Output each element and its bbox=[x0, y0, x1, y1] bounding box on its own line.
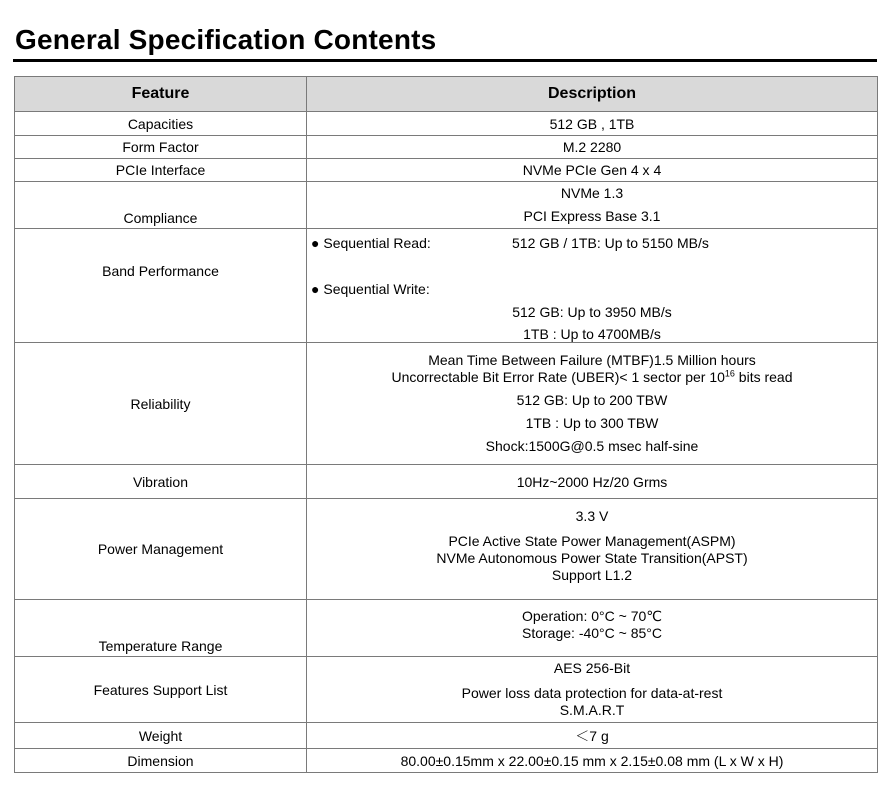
desc-pcie-interface: NVMe PCIe Gen 4 x 4 bbox=[307, 159, 878, 182]
compliance-pci-express: PCI Express Base 3.1 bbox=[523, 208, 661, 224]
feature-compliance: Compliance bbox=[15, 182, 307, 229]
uber-exponent: 16 bbox=[724, 368, 735, 379]
feature-band-performance bbox=[15, 229, 307, 343]
feature-power-management: Power Management bbox=[15, 499, 307, 600]
table-header-row bbox=[15, 77, 878, 112]
features-aes: AES 256-Bit bbox=[553, 660, 631, 676]
reliability-shock: Shock:1500G@0.5 msec half-sine bbox=[485, 438, 699, 454]
seq-write-item bbox=[311, 281, 430, 297]
seq-read-label: Sequential Read: bbox=[323, 235, 431, 251]
row-temperature-range bbox=[15, 600, 878, 657]
title-underline bbox=[13, 59, 877, 62]
temp-storage: Storage: -40°C ~ 85°C bbox=[522, 625, 662, 641]
header-feature: Feature bbox=[15, 77, 307, 112]
reliability-tbw-512gb: 512 GB: Up to 200 TBW bbox=[516, 392, 668, 408]
row-compliance bbox=[15, 182, 878, 229]
row-band-performance bbox=[15, 229, 878, 343]
desc-form-factor: M.2 2280 bbox=[307, 136, 878, 159]
row-form-factor bbox=[15, 136, 878, 159]
row-vibration bbox=[15, 465, 878, 499]
desc-compliance bbox=[307, 182, 878, 229]
power-support-l12: Support L1.2 bbox=[551, 567, 633, 583]
feature-weight: Weight bbox=[15, 723, 307, 749]
header-description: Description bbox=[307, 77, 878, 112]
seq-read-item bbox=[311, 235, 431, 251]
band-performance-label: Band Performance bbox=[102, 263, 219, 279]
desc-weight: ＜7 g bbox=[307, 723, 878, 749]
bullet-icon: ● bbox=[311, 235, 320, 251]
desc-dimension: 80.00±0.15mm x 22.00±0.15 mm x 2.15±0.08 mm (L x W x H) bbox=[307, 749, 878, 773]
desc-features-support bbox=[307, 657, 878, 723]
features-smart: S.M.A.R.T bbox=[559, 702, 625, 718]
feature-features-support: Features Support List bbox=[15, 657, 307, 723]
spec-table bbox=[14, 76, 878, 773]
feature-dimension: Dimension bbox=[15, 749, 307, 773]
desc-band-performance bbox=[307, 229, 878, 343]
desc-capacities: 512 GB , 1TB bbox=[307, 112, 878, 136]
feature-pcie-interface: PCIe Interface bbox=[15, 159, 307, 182]
row-features-support bbox=[15, 657, 878, 723]
row-weight bbox=[15, 723, 878, 749]
reliability-mtbf: Mean Time Between Failure (MTBF)1.5 Million hours bbox=[428, 352, 756, 368]
feature-temperature-range: Temperature Range bbox=[15, 600, 307, 657]
uber-prefix: Uncorrectable Bit Error Rate (UBER)< 1 sector per 10 bbox=[391, 369, 725, 385]
page-title: General Specification Contents bbox=[15, 24, 437, 55]
features-power-loss: Power loss data protection for data-at-rest bbox=[461, 685, 723, 701]
uber-suffix: bits read bbox=[734, 369, 793, 385]
row-dimension bbox=[15, 749, 878, 773]
power-apst: NVMe Autonomous Power State Transition(APST) bbox=[436, 550, 748, 566]
reliability-tbw-1tb: 1TB : Up to 300 TBW bbox=[525, 415, 659, 431]
desc-vibration: 10Hz~2000 Hz/20 Grms bbox=[307, 465, 878, 499]
feature-reliability: Reliability bbox=[15, 343, 307, 465]
power-aspm: PCIe Active State Power Management(ASPM) bbox=[448, 533, 736, 549]
feature-vibration: Vibration bbox=[15, 465, 307, 499]
feature-form-factor: Form Factor bbox=[15, 136, 307, 159]
power-voltage: 3.3 V bbox=[575, 508, 609, 524]
row-pcie-interface bbox=[15, 159, 878, 182]
temp-operation: Operation: 0°C ~ 70℃ bbox=[521, 608, 662, 624]
seq-read-value: 512 GB / 1TB: Up to 5150 MB/s bbox=[512, 235, 709, 251]
compliance-nvme: NVMe 1.3 bbox=[560, 185, 624, 201]
desc-temperature-range bbox=[307, 600, 878, 657]
desc-reliability bbox=[307, 343, 878, 465]
row-reliability bbox=[15, 343, 878, 465]
desc-power-management bbox=[307, 499, 878, 600]
row-power-management bbox=[15, 499, 878, 600]
bullet-icon: ● bbox=[311, 281, 320, 297]
seq-write-1tb: 1TB : Up to 4700MB/s bbox=[523, 326, 661, 342]
seq-write-512gb: 512 GB: Up to 3950 MB/s bbox=[512, 304, 672, 320]
feature-capacities: Capacities bbox=[15, 112, 307, 136]
reliability-uber bbox=[307, 369, 877, 386]
seq-write-label: Sequential Write: bbox=[323, 281, 430, 297]
row-capacities bbox=[15, 112, 878, 136]
